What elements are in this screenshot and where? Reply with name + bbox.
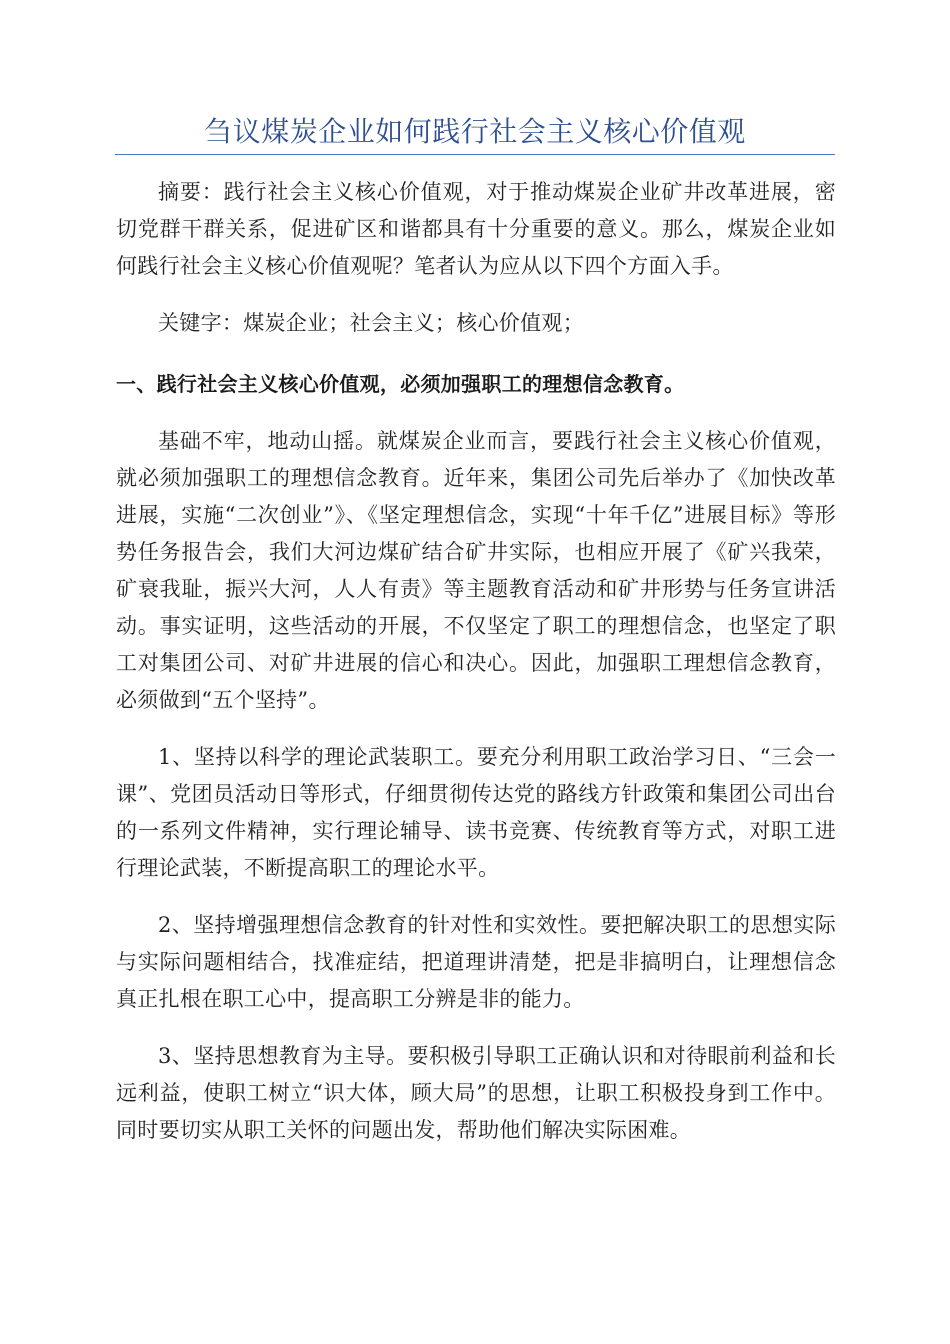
document-title: 刍议煤炭企业如何践行社会主义核心价值观 [204,115,746,148]
keywords-line: 关键字：煤炭企业；社会主义；核心价值观； [158,311,584,335]
body-paragraph-point-1: 1、坚持以科学的理论武装职工。要充分利用职工政治学习日、“三会一课”、党团员活动日等形式，仔细贯彻传达党的路线方针政策和集团公司出台的一系列文件精神，实行理论辅导、读书竞赛、传统教育等方式，对职工进行理论武装，不断提高职工的理论水平。 [116,745,836,880]
title-underline [115,154,835,155]
body-paragraph-point-2: 2、坚持增强理想信念教育的针对性和实效性。要把解决职工的思想实际与实际问题相结合，找准症结，把道理讲清楚，把是非搞明白，让理想信念真正扎根在职工心中，提高职工分辨是非的能力。 [116,913,836,1011]
section-heading-1: 一、践行社会主义核心价值观，必须加强职工的理想信念教育。 [116,372,685,396]
body-paragraph-intro: 基础不牢，地动山摇。就煤炭企业而言，要践行社会主义核心价值观，就必须加强职工的理想信念教育。近年来，集团公司先后举办了《加快改革进展，实施“二次创业”》、《坚定理想信念，实现“十年千亿”进展目标》等形势任务报告会，我们大河边煤矿结合矿井实际，也相应开展了《矿兴我荣，矿衰我耻，振兴大河，人人有责》等主题教育活动和矿井形势与任务宣讲活动。事实证明，这些活动的开展，不仅坚定了职工的理想信念，也坚定了职工对集团公司、对矿井进展的信心和决心。因此，加强职工理想信念教育，必须做到“五个坚持”。 [116,429,836,712]
document-body [116,174,836,1169]
abstract-paragraph: 摘要：践行社会主义核心价值观，对于推动煤炭企业矿井改革进展，密切党群干群关系，促进矿区和谐都具有十分重要的意义。那么，煤炭企业如何践行社会主义核心价值观呢？笔者认为应从以下四个方面入手。 [116,180,836,278]
body-paragraph-point-3: 3、坚持思想教育为主导。要积极引导职工正确认识和对待眼前利益和长远利益，使职工树立“识大体，顾大局”的思想，让职工积极投身到工作中。同时要切实从职工关怀的问题出发，帮助他们解决实际困难。 [116,1044,836,1142]
